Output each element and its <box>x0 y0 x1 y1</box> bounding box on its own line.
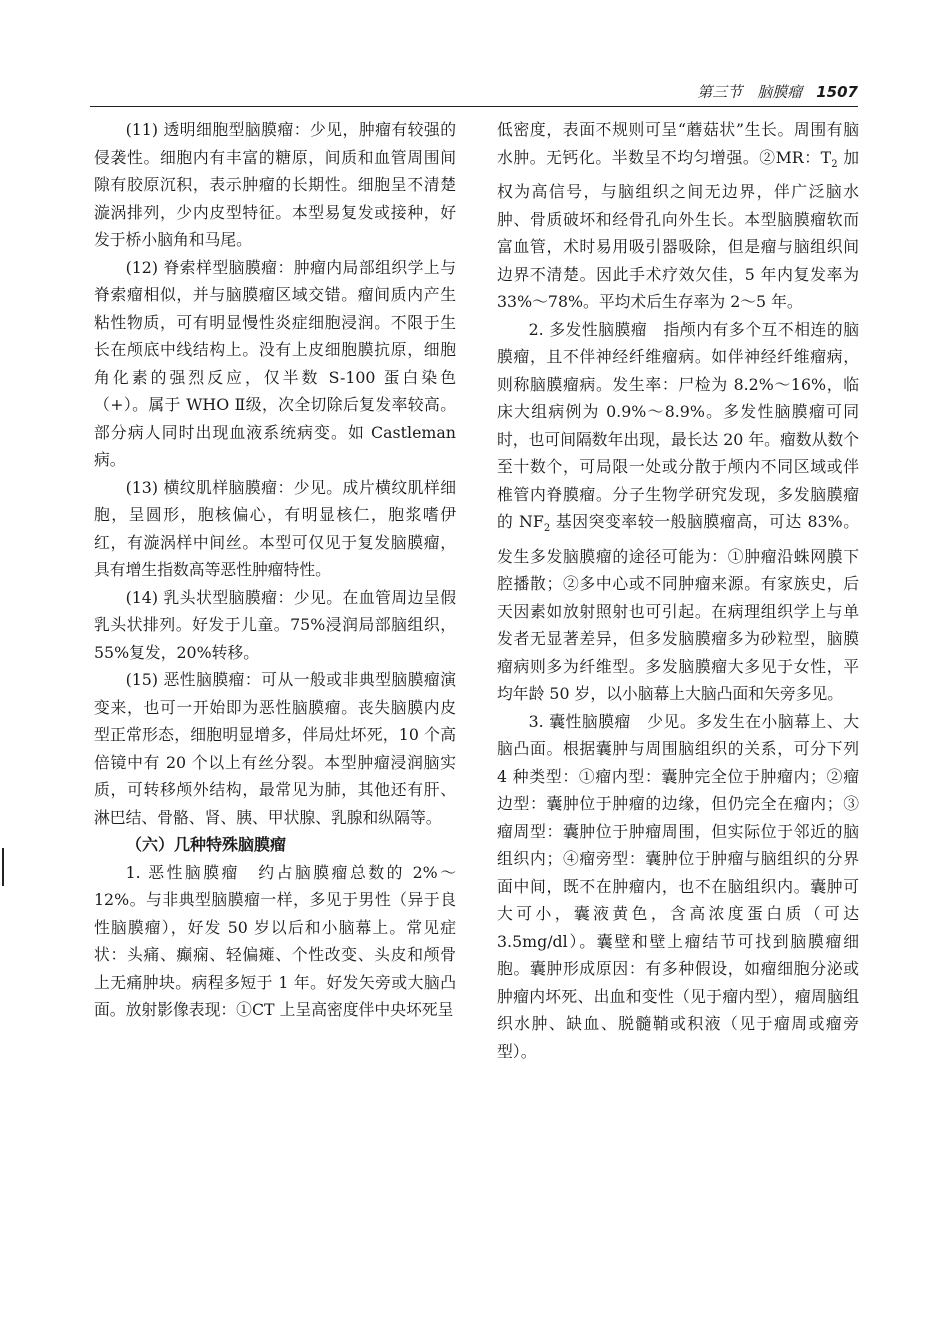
left-column <box>94 116 456 1024</box>
paragraph-rhabdoid: (13) 横纹肌样脑膜瘤：少见。成片横纹肌样细胞，呈圆形，胞核偏心，有明显核仁，胞浆嗜伊红，有漩涡样中间丝。本型可仅见于复发脑膜瘤，具有增生指数高等恶性肿瘤特性。 <box>94 477 456 579</box>
running-head <box>697 82 858 102</box>
text-run: 基因突变率较一般脑膜瘤高，可达 83%。发生多发脑膜瘤的途径可能为：①肿瘤沿蛛网膜下腔播散；②多中心或不同肿瘤来源。有家族史，后天因素如放射照射也可引起。在病理组织学上与单发者无显著差异，但多发脑膜瘤多为砂粒型，脑膜瘤病则多为纤维型。多发脑膜瘤大多见于女性，平均年龄 50 岁，以小脑幕上大脑凸面和矢旁多见。 <box>497 512 859 704</box>
paragraph-multiple-meningioma <box>497 316 859 708</box>
paragraph-clear-cell: (11) 透明细胞型脑膜瘤：少见，肿瘤有较强的侵袭性。细胞内有丰富的糖原，间质和血管周围间隙有胶原沉积，表示肿瘤的长期性。细胞呈不清楚漩涡排列，少内皮型特征。本型易复发或接种，好发于桥小脑角和马尾。 <box>94 120 456 249</box>
paragraph-papillary: (14) 乳头状型脑膜瘤：少见。在血管周边呈假乳头状排列。好发于儿童。75%浸润局部脑组织，55%复发，20%转移。 <box>94 587 456 662</box>
section-heading: （六）几种特殊脑膜瘤 <box>126 835 287 854</box>
text-run: 加权为高信号，与脑组织之间无边界，伴广泛脑水肿、骨质破坏和经骨孔向外生长。本型脑膜瘤软而富血管，术时易用吸引器吸除，但是瘤与脑组织间边界不清楚。因此手术疗效欠佳，5 年内复发率为 33%～78%。平均术后生存率为 2～5 年。 <box>497 147 859 312</box>
paragraph-malignant-meningioma: 1. 恶性脑膜瘤 约占脑膜瘤总数的 2%～12%。与非典型脑膜瘤一样，多见于男性（异于良性脑膜瘤），好发 50 岁以后和小脑幕上。常见症状：头痛、癫痫、轻偏瘫、个性改变、头皮和颅骨上无痛肿块。病程多短于 1 年。好发矢旁或大脑凸面。放射影像表现：①CT 上呈高密度伴中央坏死呈 <box>94 862 456 1019</box>
paragraph-continuation <box>497 116 859 316</box>
subscript: 2 <box>831 158 838 170</box>
subscript: 2 <box>543 523 551 535</box>
paragraph-malignant: (15) 恶性脑膜瘤：可从一般或非典型脑膜瘤演变来，也可一开始即为恶性脑膜瘤。丧失脑膜内皮型正常形态，细胞明显增多，伴局灶坏死，10 个高倍镜中有 20 个以上有丝分裂。本型肿瘤浸润脑实质，可转移颅外结构，最常见为肺，其他还有肝、淋巴结、骨骼、肾、胰、甲状腺、乳腺和纵隔等。 <box>94 670 456 827</box>
paragraph-cystic-meningioma: 3. 囊性脑膜瘤 少见。多发生在小脑幕上、大脑凸面。根据囊肿与周围脑组织的关系，可分下列 4 种类型：①瘤内型：囊肿完全位于肿瘤内；②瘤边型：囊肿位于肿瘤的边缘，但仍完全在瘤内；③瘤周型：囊肿位于肿瘤周围，但实际位于邻近的脑组织内；④瘤旁型：囊肿位于肿瘤与脑组织的分界面中间，既不在肿瘤内，也不在脑组织内。囊肿可大可小，囊液黄色，含高浓度蛋白质（可达 3.5mg/dl）。囊壁和壁上瘤结节可找到脑膜瘤细胞。囊肿形成原因：有多种假设，如瘤细胞分泌或肿瘤内坏死、出血和变性（见于瘤内型），瘤周脑组织水肿、缺血、脱髓鞘或积液（见于瘤周或瘤旁型）。 <box>497 711 859 1061</box>
page-header <box>90 82 858 107</box>
page-number: 1507 <box>816 83 858 101</box>
margin-mark <box>2 848 4 886</box>
right-column <box>497 116 859 1065</box>
section-title: 第三节 脑膜瘤 <box>697 83 803 101</box>
paragraph-chordoid: (12) 脊索样型脑膜瘤：肿瘤内局部组织学上与脊索瘤相似，并与脑膜瘤区域交错。瘤间质内产生粘性物质，可有明显慢性炎症细胞浸润。不限于生长在颅底中线结构上。没有上皮细胞膜抗原，细胞角化素的强烈反应，仅半数 S-100 蛋白染色（+）。属于 WHO Ⅱ级，次全切除后复发率较高。部分病人同时出现血液系统病变。如 Castleman 病。 <box>94 257 456 469</box>
text-run: 低密度，表面不规则可呈“蘑菇状”生长。周围有脑水肿。无钙化。半数呈不均匀增强。②MR：T <box>497 120 859 167</box>
text-run: 2. 多发性脑膜瘤 指颅内有多个互不相连的脑膜瘤，且不伴神经纤维瘤病。如伴神经纤维瘤病，则称脑膜瘤病。发生率：尸检为 8.2%～16%，临床大组病例为 0.9%～8.9%。多发性脑膜瘤可同时，也可间隔数年出现，最长达 20 年。瘤数从数个至十数个，可局限一处或分散于颅内不同区域或伴椎管内脊膜瘤。分子生物学研究发现，多发脑膜瘤的 NF <box>497 319 859 532</box>
